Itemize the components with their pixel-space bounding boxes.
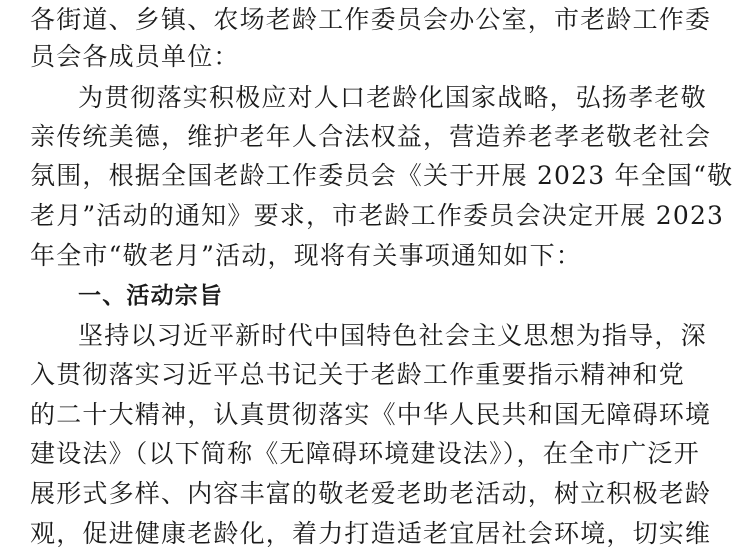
section-heading: 一、活动宗旨 — [78, 283, 224, 309]
text-line: 建设法》（以下简称《无障碍环境建设法》），在全市广泛开 — [30, 439, 700, 468]
text-line: 年全市“敬老月”活动，现将有关事项通知如下： — [30, 241, 582, 270]
text-line: 氛围，根据全国老龄工作委员会《关于开展 2023 年全国“敬 — [30, 161, 733, 190]
text-line: 入贯彻落实习近平总书记关于老龄工作重要指示精神和党 — [30, 360, 686, 389]
text-line: 员会各成员单位： — [30, 42, 240, 71]
text-line: 老月”活动的通知》要求，市老龄工作委员会决定开展 2023 — [30, 201, 725, 230]
text-line: 展形式多样、内容丰富的敬老爱老助老活动，树立积极老龄 — [30, 479, 712, 508]
paragraph-first-line: 为贯彻落实积极应对人口老龄化国家战略，弘扬孝老敬 — [78, 83, 707, 112]
text-line: 亲传统美德，维护老年人合法权益，营造养老孝老敬老社会 — [30, 122, 712, 151]
text-line: 观，促进健康老龄化，着力打造适老宜居社会环境，切实维 — [30, 519, 712, 548]
text-line: 的二十大精神，认真贯彻落实《中华人民共和国无障碍环境 — [30, 400, 712, 429]
paragraph-first-line: 坚持以习近平新时代中国特色社会主义思想为指导，深 — [78, 321, 707, 350]
text-line: 各街道、乡镇、农场老龄工作委员会办公室，市老龄工作委 — [30, 5, 712, 34]
